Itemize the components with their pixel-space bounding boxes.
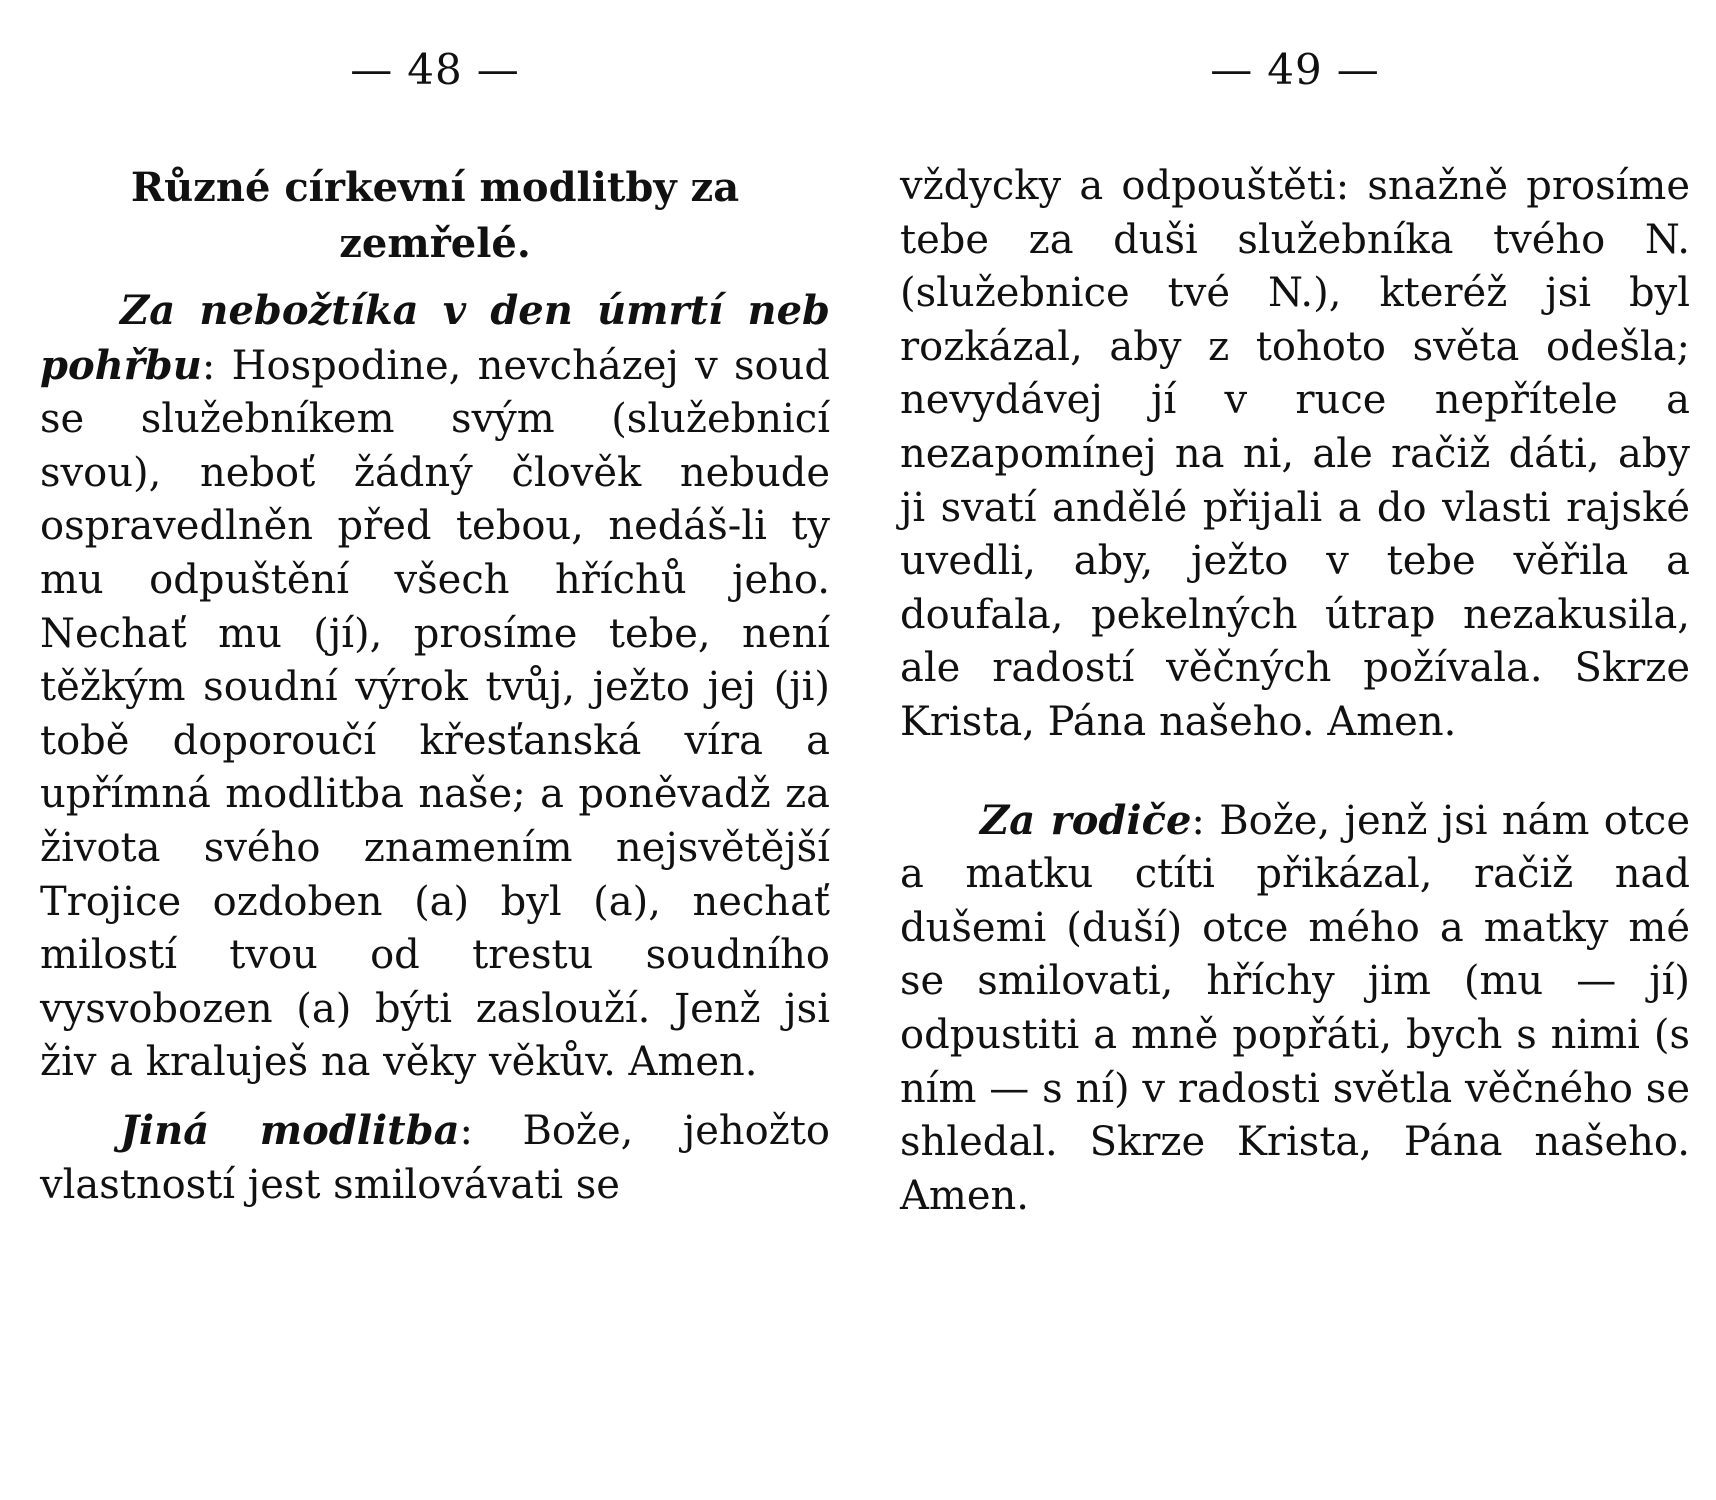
prayer-title: Za rodiče: [980, 796, 1192, 844]
right-page-body: [900, 160, 1690, 1223]
left-page-body: [40, 160, 830, 1212]
prayer-paragraph: [900, 794, 1690, 1224]
prayer-text: Bože, jehožto vlastností jest smilovávati se: [40, 1107, 830, 1208]
page-number-value: 49: [1267, 45, 1323, 94]
page-number-dash: —: [476, 45, 520, 94]
page-number-left: [40, 40, 830, 100]
page-number-value: 48: [407, 45, 463, 94]
page-number-dash: —: [1336, 45, 1380, 94]
prayer-separator: :: [1191, 797, 1220, 844]
prayer-paragraph: [40, 1104, 830, 1212]
page-number-dash: —: [350, 45, 394, 94]
prayer-separator: :: [459, 1107, 523, 1154]
section-heading: Různé církevní modlitby za zemřelé.: [130, 164, 740, 267]
prayer-continuation: vždycky a odpouštěti: snažně prosíme tebe za duši služebníka tvého N. (služebnice tvé N.), kteréž jsi byl rozkázal, aby z tohoto světa odešla; nevydávej jí v ruce nepřítele a nezapomínej na ni, ale račiž dáti, aby ji svatí andělé přijali a do vlasti rajské uvedli, aby, ježto v tebe věřila a doufala, pekelných útrap nezakusila, ale radostí věčných požívala. Skrze Krista, Pána našeho. Amen.: [900, 163, 1690, 745]
prayer-text: Bože, jenž jsi nám otce a matku ctíti přikázal, račiž nad dušemi (duší) otce mého a matky mé se smilovati, hříchy jim (mu — jí) odpustiti a mně popřáti, bych s nimi (s ním — s ní) v radosti světla věčného se shledal. Skrze Krista, Pána našeho. Amen.: [900, 797, 1691, 1219]
prayer-text: Hospodine, nevcházej v soud se služebníkem svým (služebnicí svou), neboť žádný člověk nebude ospravedlněn před tebou, nedáš-li ty mu odpuštění všech hříchů jeho. Nechať mu (jí), prosíme tebe, není těžkým soudní výrok tvůj, ježto jej (ji) tobě doporoučí křesťanská víra a upřímná modlitba naše; a poněvadž za života svého znamením nejsvětější Trojice ozdoben (a) byl (a), nechať milostí tvou od trestu soudního vysvobozen (a) býti zaslouží. Jenž jsi živ a kraluješ na věky věkův. Amen.: [40, 342, 830, 1086]
left-page: [40, 0, 830, 1500]
page-number-dash: —: [1210, 45, 1254, 94]
page-number-right: [900, 40, 1690, 100]
prayer-separator: :: [201, 342, 232, 389]
prayer-paragraph: [40, 284, 830, 1090]
prayer-title: Jiná modlitba: [120, 1106, 460, 1154]
right-page: [900, 0, 1690, 1500]
prayer-title: Za nebožtíka v den úmrtí neb pohřbu: [40, 287, 830, 389]
